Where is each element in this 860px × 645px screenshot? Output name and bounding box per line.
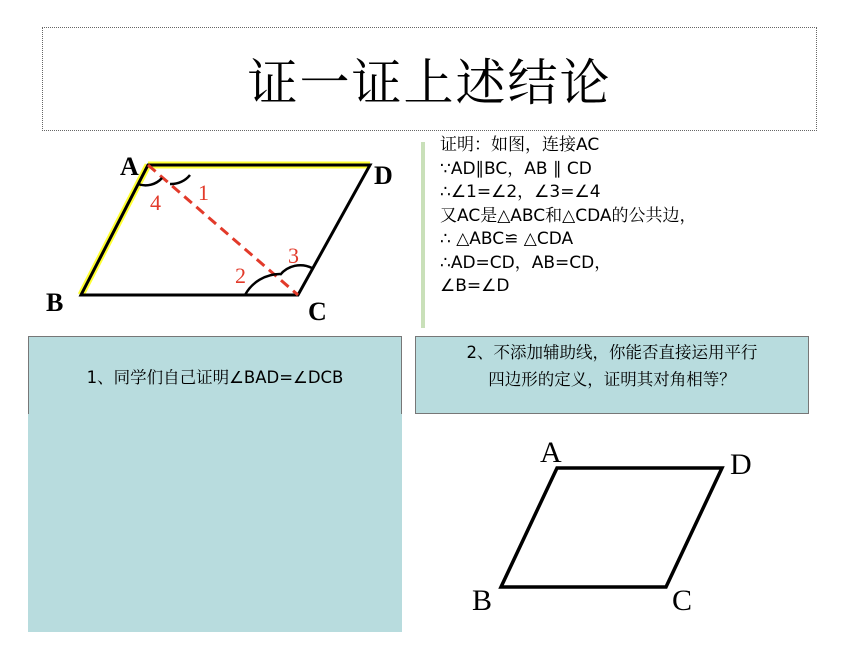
angle-label-2: 2 bbox=[235, 263, 246, 288]
angle-arc-2 bbox=[245, 274, 280, 295]
proof-line: ∵AD∥BC，AB ∥ CD bbox=[440, 158, 592, 179]
proof-text bbox=[440, 134, 697, 299]
title-box bbox=[42, 27, 817, 131]
proof-line: ∴AD=CD，AB=CD， bbox=[440, 252, 612, 273]
vertex-label-a: A bbox=[120, 152, 139, 181]
divider-line bbox=[421, 142, 425, 328]
page-title: 证一证上述结论 bbox=[247, 54, 612, 112]
vertex-label-c: C bbox=[672, 584, 693, 617]
proof-line: 证明：如图，连接AC bbox=[440, 135, 600, 155]
exercise-2-line-2: 四边形的定义，证明其对角相等？ bbox=[488, 370, 736, 389]
vertex-label-a: A bbox=[540, 436, 562, 469]
exercise-1-text: 1、同学们自己证明∠BAD=∠DCB bbox=[86, 367, 344, 387]
parallelogram-figure-1 bbox=[40, 148, 410, 328]
angle-label-3: 3 bbox=[288, 243, 299, 268]
exercise-box-1 bbox=[28, 336, 402, 632]
exercise-2-line-1: 2、不添加辅助线，你能否直接运用平行 bbox=[466, 343, 758, 362]
parallelogram-1 bbox=[81, 165, 370, 295]
vertex-label-b: B bbox=[46, 288, 64, 317]
vertex-label-d: D bbox=[730, 448, 752, 481]
vertex-label-d: D bbox=[374, 161, 393, 190]
proof-line: ∴∠1=∠2，∠3=∠4 bbox=[440, 182, 601, 202]
vertex-label-b: B bbox=[472, 584, 493, 617]
proof-line: ∠B=∠D bbox=[440, 276, 510, 296]
parallelogram-2 bbox=[501, 468, 722, 587]
angle-label-4: 4 bbox=[150, 190, 161, 215]
exercise-box-2 bbox=[415, 336, 809, 414]
angle-arc-1 bbox=[170, 175, 190, 184]
parallelogram-figure-2 bbox=[460, 430, 780, 620]
vertex-label-c: C bbox=[308, 297, 327, 326]
exercise-box-1-header bbox=[28, 336, 402, 414]
proof-line: 又AC是△ABC和△CDA的公共边， bbox=[440, 205, 697, 226]
angle-label-1: 1 bbox=[198, 180, 209, 205]
proof-line: ∴ △ABC≌ △CDA bbox=[440, 229, 574, 249]
